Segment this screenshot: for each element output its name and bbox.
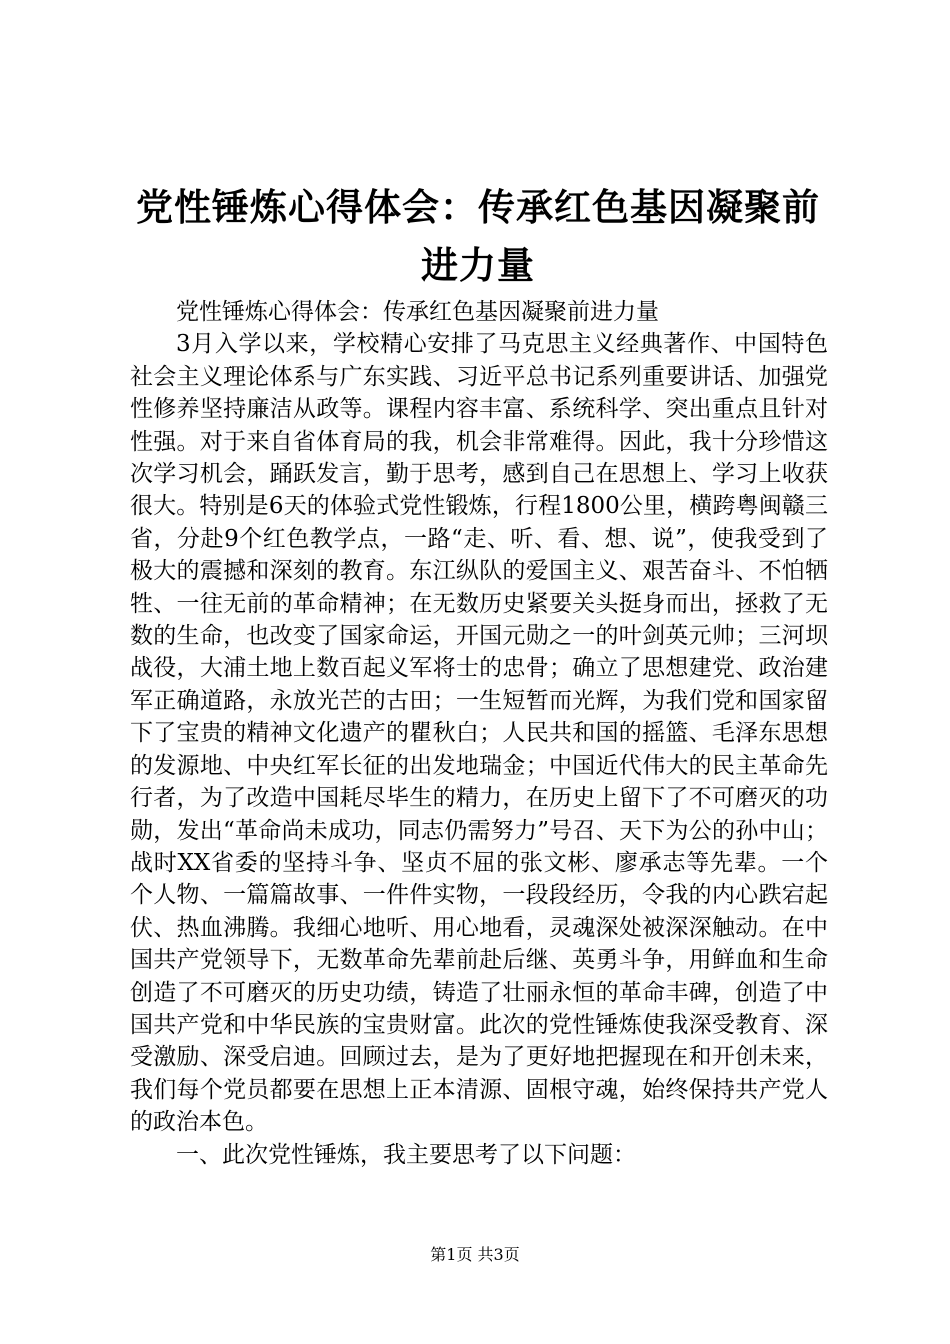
paragraph-section-heading: 一、此次党性锤炼，我主要思考了以下问题： (176, 1141, 636, 1168)
paragraph-main: 3月入学以来，学校精心安排了马克思主义经典著作、中国特色社会主义理论体系与广东实践、习近平总书记系列重要讲话、加强党性修养坚持廉洁从政等。课程内容丰富、系统科学、突出重点且针对性强。对于来自省体育局的我，机会非常难得。因此，我十分珍惜这次学习机会，踊跃发言，勤于思考，感到自己在思想上、学习上收获很大。特别是6天的体验式党性锻炼，行程1800公里，横跨粤闽赣三省，分赴9个红色教学点，一路“走、听、看、想、说”，使我受到了极大的震撼和深刻的教育。东江纵队的爱国主义、艰苦奋斗、不怕牺牲、一往无前的革命精神；在无数历史紧要关头挺身而出，拯救了无数的生命，也改变了国家命运，开国元勋之一的叶剑英元帅；三河坝战役，大浦土地上数百起义军将士的忠骨；确立了思想建党、政治建军正确道路，永放光芒的古田；一生短暂而光辉，为我们党和国家留下了宝贵的精神文化遗产的瞿秋白；人民共和国的摇篮、毛泽东思想的发源地、中央红军长征的出发地瑞金；中国近代伟大的民主革命先行者，为了改造中国耗尽毕生的精力，在历史上留下了不可磨灭的功勋，发出“革命尚未成功，同志仍需努力”号召、天下为公的孙中山；战时XX省委的坚持斗争、坚贞不屈的张文彬、廖承志等先辈。一个个人物、一篇篇故事、一件件实物，一段段经历，令我的内心跌宕起伏、热血沸腾。我细心地听、用心地看，灵魂深处被深深触动。在中国共产党领导下，无数革命先辈前赴后继、英勇斗争，用鲜血和生命创造了不可磨灭的历史功绩，铸造了壮丽永恒的革命丰碑，创造了中国共产党和中华民族的宝贵财富。此次的党性锤炼使我深受教育、深受激励、深受启迪。回顾过去，是为了更好地把握现在和开创未来，我们每个党员都要在思想上正本清源、固根守魂，始终保持共产党人的政治本色。 (130, 331, 828, 1136)
document-body (130, 296, 828, 1171)
document-title: 党性锤炼心得体会：传承红色基因凝聚前进力量 (136, 185, 820, 287)
page-footer (0, 1245, 950, 1265)
page-number: 第1页 共3页 (430, 1245, 520, 1264)
paragraph-subtitle: 党性锤炼心得体会：传承红色基因凝聚前进力量 (176, 299, 659, 325)
